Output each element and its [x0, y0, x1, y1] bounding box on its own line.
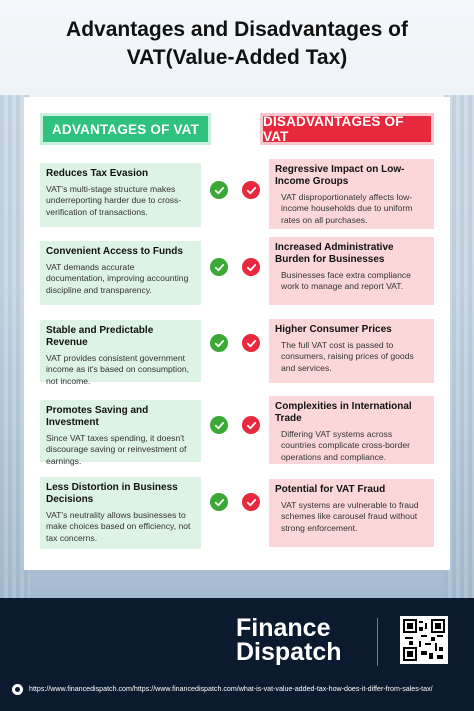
row-icons [210, 181, 260, 199]
x-circle-icon [242, 258, 260, 276]
advantage-title: Promotes Saving and Investment [46, 405, 149, 428]
disadvantage-card [269, 396, 434, 464]
advantage-title: Stable and Predictable Revenue [46, 325, 154, 348]
advantage-body: VAT provides consistent government income as it's based on consumption, not income. [46, 353, 190, 386]
check-circle-icon [210, 493, 228, 511]
advantage-card [40, 320, 201, 386]
disadvantage-body: Businesses face extra compliance work to manage and report VAT. [281, 270, 411, 292]
advantage-card [40, 241, 201, 305]
footer [0, 598, 474, 711]
advantage-card [40, 163, 201, 227]
advantages-header: ADVANTAGES OF VAT [40, 113, 211, 145]
logo-line-2: Dispatch [236, 638, 342, 666]
disadvantage-card [269, 237, 434, 305]
disadvantage-body: VAT disproportionately affects low-income households due to uniform rates on all purchases. [281, 192, 413, 225]
row-icons [210, 416, 260, 434]
advantage-body: VAT's multi-stage structure makes underreporting harder due to cross-verification of transactions. [46, 184, 182, 217]
disadvantage-body: VAT systems are vulnerable to fraud schemes like carousel fraud without strong enforcement. [281, 500, 419, 533]
qr-code-icon [400, 616, 448, 664]
check-circle-icon [210, 258, 228, 276]
comparison-panel [24, 97, 450, 570]
disadvantage-card [269, 479, 434, 547]
title-line-1: Advantages and Disadvantages of [66, 18, 408, 41]
disadvantage-title: Increased Administrative Burden for Businesses [275, 242, 394, 265]
advantage-body: VAT demands accurate documentation, improving accounting discipline and transparency. [46, 262, 189, 295]
disadvantage-body: The full VAT cost is passed to consumers, raising prices of goods and services. [281, 340, 414, 373]
check-circle-icon [210, 416, 228, 434]
row-icons [210, 493, 260, 511]
disadvantage-title: Regressive Impact on Low-Income Groups [275, 164, 405, 187]
page-title [0, 16, 474, 72]
disadvantage-title: Potential for VAT Fraud [275, 484, 386, 495]
x-circle-icon [242, 181, 260, 199]
finance-dispatch-logo [236, 616, 342, 664]
disadvantage-body: Differing VAT systems across countries complicate cross-border operations and compliance. [281, 429, 410, 462]
title-line-2: VAT(Value-Added Tax) [126, 46, 348, 69]
footer-divider [377, 618, 378, 666]
advantage-card [40, 477, 201, 549]
globe-icon [12, 684, 23, 695]
advantage-body: VAT's neutrality allows businesses to make choices based on efficiency, not tax concerns. [46, 510, 191, 543]
disadvantage-title: Higher Consumer Prices [275, 324, 392, 335]
advantage-title: Convenient Access to Funds [46, 246, 183, 257]
row-icons [210, 334, 260, 352]
check-circle-icon [210, 334, 228, 352]
disadvantage-title: Complexities in International Trade [275, 401, 412, 424]
x-circle-icon [242, 416, 260, 434]
source-url-row [12, 682, 467, 696]
disadvantages-header: DISADVANTAGES OF VAT [260, 113, 434, 145]
x-circle-icon [242, 493, 260, 511]
source-url[interactable]: https://www.financedispatch.com/https://www.financedispatch.com/what-is-vat-value-added-tax-how-does-it-differ-from-sales-tax/ [29, 685, 433, 693]
x-circle-icon [242, 334, 260, 352]
disadvantage-card [269, 319, 434, 383]
advantage-card [40, 400, 201, 466]
advantage-body: Since VAT taxes spending, it doesn't discourage saving or reinvestment of earnings. [46, 433, 187, 466]
advantage-title: Less Distortion in Business Decisions [46, 482, 178, 505]
row-icons [210, 258, 260, 276]
advantage-title: Reduces Tax Evasion [46, 168, 149, 179]
check-circle-icon [210, 181, 228, 199]
disadvantage-card [269, 159, 434, 229]
logo-line-1: Finance [236, 614, 331, 642]
